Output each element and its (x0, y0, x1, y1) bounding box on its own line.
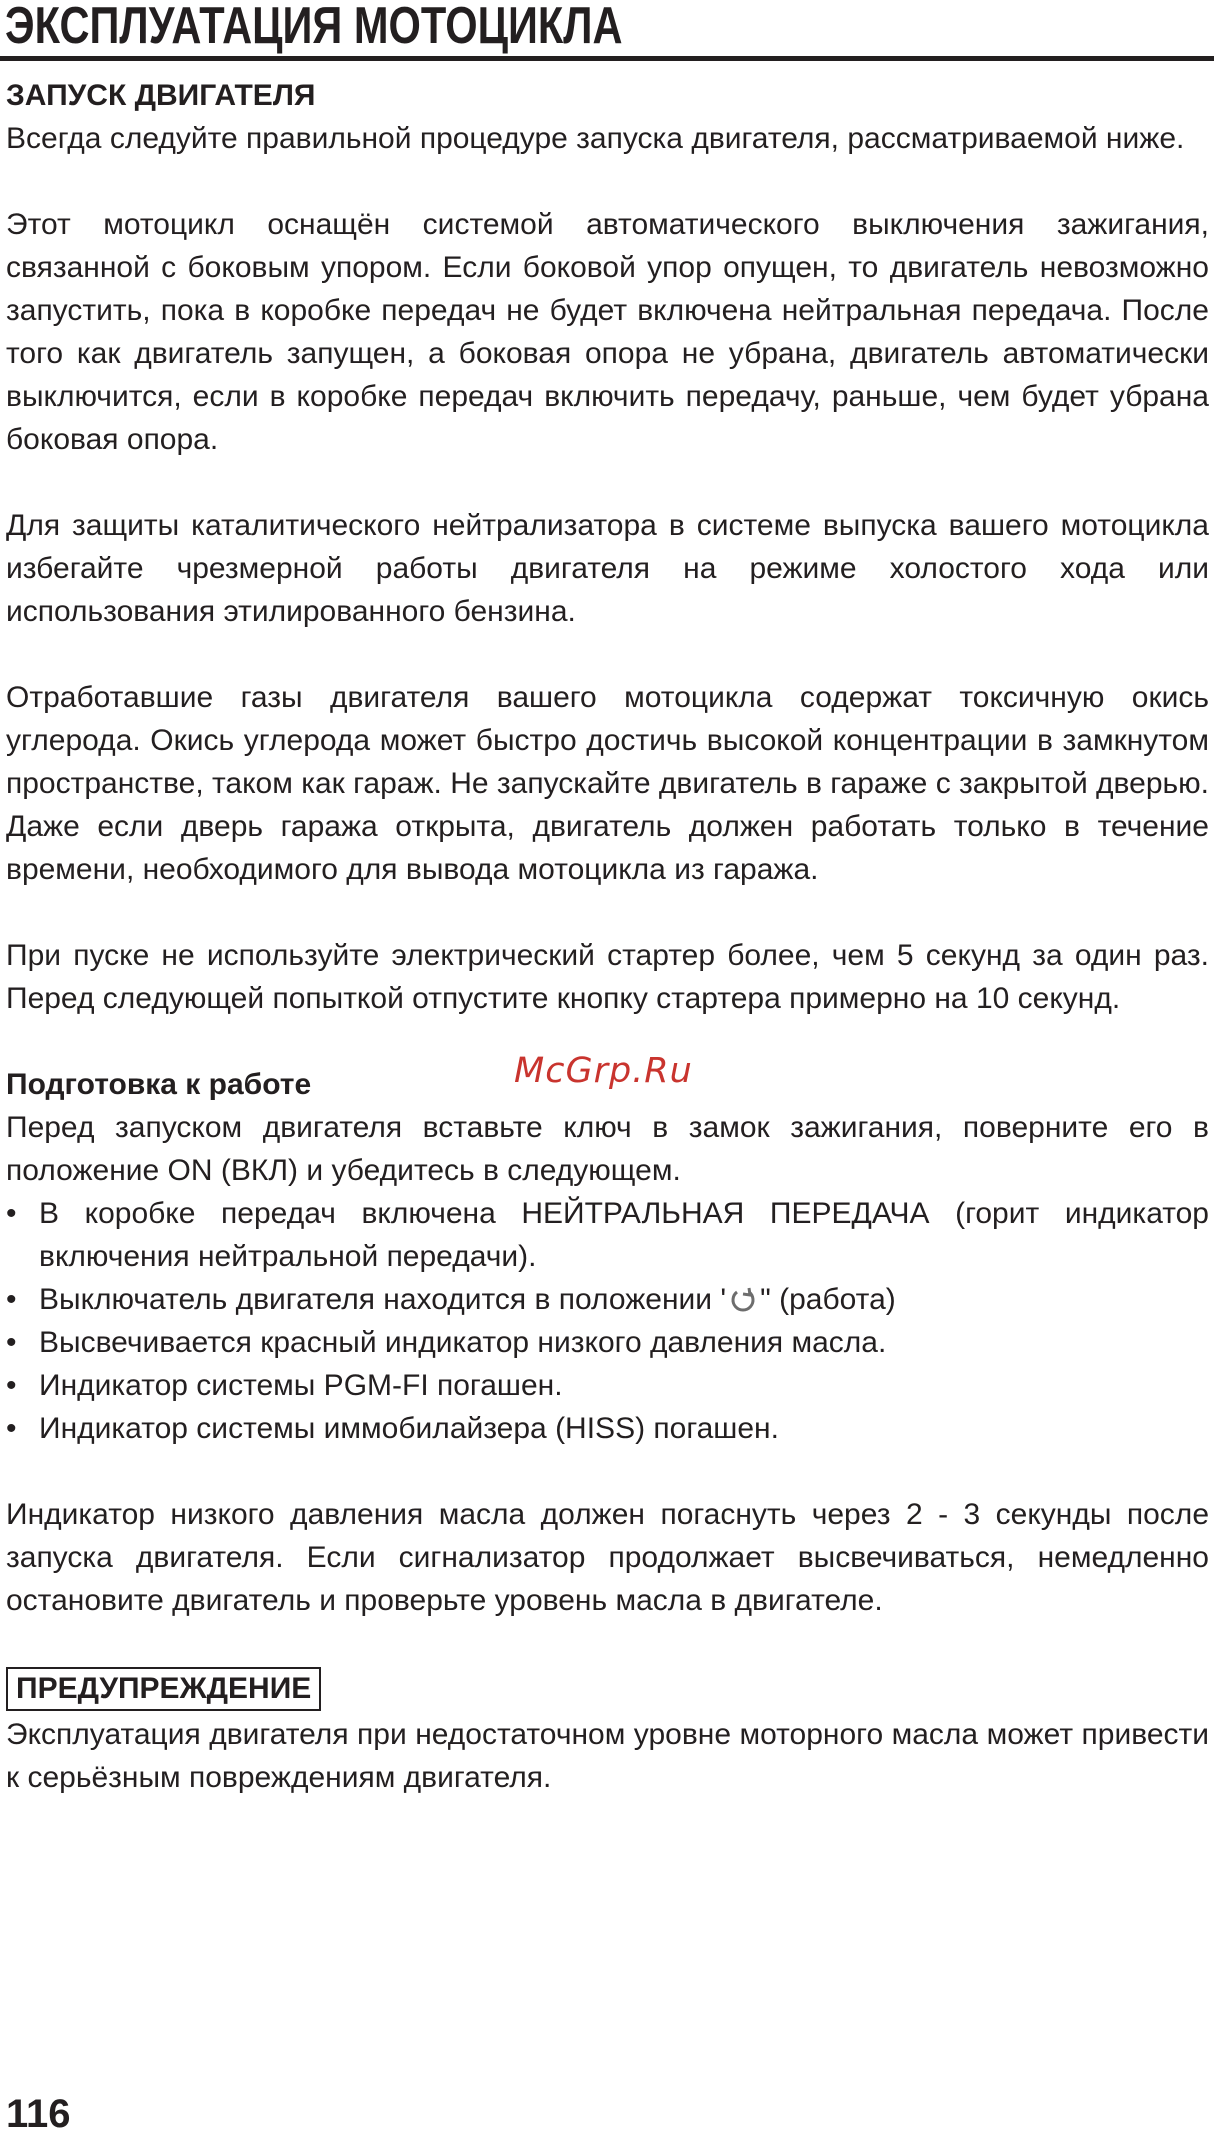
engine-switch-text-before: Выключатель двигателя находится в положении ' (39, 1283, 727, 1316)
spacer (6, 461, 1209, 504)
spacer (6, 1622, 1209, 1665)
list-item (6, 1278, 1209, 1321)
spacer (6, 891, 1209, 934)
bullet-marker: • (6, 1283, 17, 1316)
oil-pressure-note: Индикатор низкого давления масла должен погаснуть через 2 - 3 секунды после запуска двигателя. Если сигнализатор продолжает высвечиваться, немедленно остановите двигатель и проверьте уровень масла в двигателе. (6, 1498, 1209, 1617)
preparation-heading: Подготовка к работе (6, 1068, 312, 1101)
page-number: 116 (6, 2092, 71, 2136)
paragraph-catalyst: Для защиты каталитического нейтрализатора в системе выпуска вашего мотоцикла избегайте чрезмерной работы двигателя на режиме холостого хода или использования этилированного бензина. (6, 509, 1209, 628)
list-item (6, 1321, 1209, 1364)
bullet-marker: • (6, 1412, 17, 1445)
list-item (6, 1407, 1209, 1450)
page-title: ЭКСПЛУАТАЦИЯ МОТОЦИКЛА (5, 0, 623, 55)
checklist (6, 1192, 1209, 1450)
engine-run-icon (728, 1285, 758, 1315)
bullet-marker: • (6, 1197, 17, 1230)
paragraph-exhaust: Отработавшие газы двигателя вашего мотоцикла содержат токсичную окись углерода. Окись углерода может быстро достичь высокой концентрации в замкнутом пространстве, таком как гараж. Не запускайте двигатель в гараже с закрытой дверью. Даже если дверь гаража открыта, двигатель должен работать только в течение времени, необходимого для вывода мотоцикла из гаража. (6, 681, 1209, 886)
engine-switch-text-after: " (работа) (760, 1283, 896, 1316)
page-content (6, 74, 1209, 1799)
warning-text: Эксплуатация двигателя при недостаточном уровне моторного масла может привести к серьёзным повреждениям двигателя. (6, 1718, 1209, 1794)
spacer (6, 1450, 1209, 1493)
title-rule (0, 56, 1214, 61)
paragraph-sidestand: Этот мотоцикл оснащён системой автоматического выключения зажигания, связанной с боковым упором. Если боковой упор опущен, то двигатель невозможно запустить, пока в коробке передач не будет включена нейтральная передача. После того как двигатель запущен, а боковая опора не убрана, двигатель автоматически выключится, если в коробке передач включить передачу, раньше, чем будет убрана боковая опора. (6, 208, 1209, 456)
list-item-text: В коробке передач включена НЕЙТРАЛЬНАЯ ПЕРЕДАЧА (горит индикатор включения нейтральной передачи). (39, 1197, 1209, 1273)
bullet-marker: • (6, 1326, 17, 1359)
paragraph-starter: При пуске не используйте электрический стартер более, чем 5 секунд за один раз. Перед следующей попыткой отпустите кнопку стартера примерно на 10 секунд. (6, 939, 1209, 1015)
list-item (6, 1364, 1209, 1407)
list-item-text: Индикатор системы PGM-FI погашен. (39, 1369, 563, 1402)
preparation-intro: Перед запуском двигателя вставьте ключ в замок зажигания, поверните его в положение ON (ВКЛ) и убедитесь в следующем. (6, 1111, 1209, 1187)
list-item (6, 1192, 1209, 1278)
list-item-text: Высвечивается красный индикатор низкого давления масла. (39, 1326, 887, 1359)
bullet-marker: • (6, 1369, 17, 1402)
list-item-text: Индикатор системы иммобилайзера (HISS) погашен. (39, 1412, 779, 1445)
section-heading: ЗАПУСК ДВИГАТЕЛЯ (6, 79, 316, 112)
paragraph-procedure: Всегда следуйте правильной процедуре запуска двигателя, рассматриваемой ниже. (6, 122, 1185, 155)
spacer (6, 160, 1209, 203)
watermark: McGrp.Ru (514, 1051, 693, 1091)
warning-label: ПРЕДУПРЕЖДЕНИЕ (6, 1667, 321, 1711)
spacer (6, 633, 1209, 676)
